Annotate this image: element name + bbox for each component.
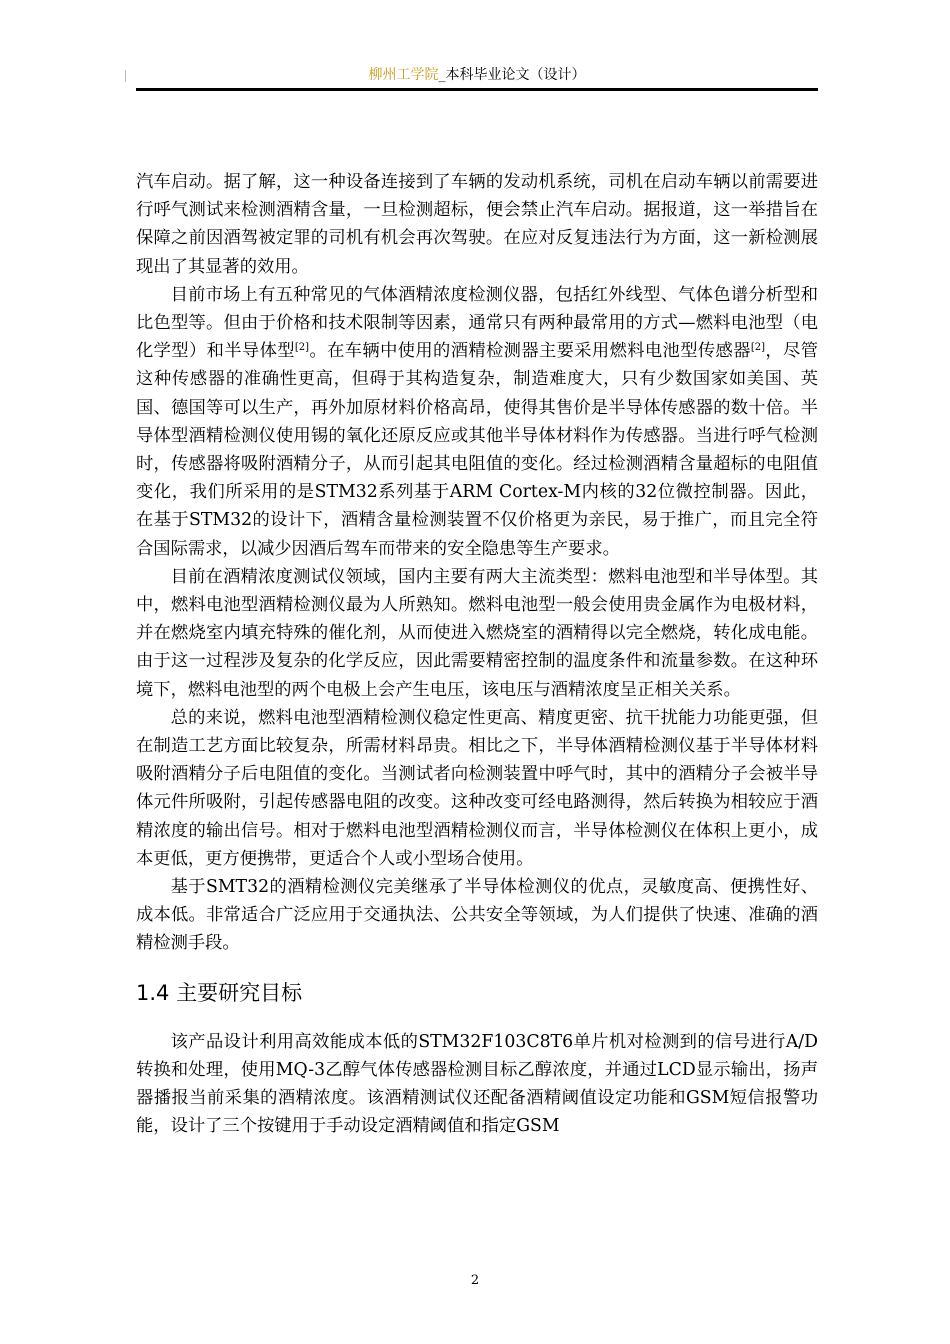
paragraph-market-part-1: 目前市场上有五种常见的气体酒精浓度检测仪器，包括红外线型、气体色谱分析型和比色型等。但由于价格和技术限制等因素，通常只有两种最常用的方式—燃料电池型（电化学型）和半导体型 [136, 284, 818, 362]
page-header [136, 64, 818, 86]
header-school: 柳州工学院 [368, 67, 439, 83]
paragraph-summary: 总的来说，燃料电池型酒精检测仪稳定性更高、精度更密、抗干扰能力功能更强，但在制造工艺方面比较复杂，所需材料昂贵。相比之下，半导体酒精检测仪基于半导体材料吸附酒精分子后电阻值的变化。当测试者向检测装置中呼气时，其中的酒精分子会被半导体元件所吸附，引起传感器电阻的改变。这种改变可经电路测得，然后转换为相较应于酒精浓度的输出信号。相对于燃料电池型酒精检测仪而言，半导体检测仪在体积上更小，成本更低，更方便携带，更适合个人或小型场合使用。 [136, 707, 818, 869]
paragraph-continued: 汽车启动。据了解，这一种设备连接到了车辆的发动机系统，司机在启动车辆以前需要进行呼气测试来检测酒精含量，一旦检测超标，便会禁止汽车启动。据报道，这一举措旨在保障之前因酒驾被定罪的司机有机会再次驾驶。在应对反复违法行为方面，这一新检测展现出了其显著的效用。 [136, 172, 818, 277]
page-number: 2 [470, 1273, 480, 1288]
paragraph-goal: 该产品设计利用高效能成本低的STM32F103C8T6单片机对检测到的信号进行A/D转换和处理，使用MQ-3乙醇气体传感器检测目标乙醇浓度，并通过LCD显示输出，扬声器播报当前采集的酒精浓度。该酒精测试仪还配备酒精阈值设定功能和GSM短信报警功能，设计了三个按键用于手动设定酒精阈值和指定GSM [136, 1031, 818, 1137]
header-rule [136, 88, 818, 91]
citation-ref: [2] [750, 342, 766, 354]
paragraph-market-part-3: ，尽管这种传感器的准确性更高，但碍于其构造复杂，制造难度大，只有少数国家如美国、英国、德国等可以生产，再外加原材料价格高昂，使得其售价是半导体传感器的数十倍。半导体型酒精检测仪使用锡的氧化还原反应或其他半导体材料作为传感器。当进行呼气检测时，传感器将吸附酒精分子，从而引起其电阻值的变化。经过检测酒精含量超标的电阻值变化，我们所采用的是STM32系列基于ARM Cortex-M内核的32位微控制器。因此，在基于STM32的设计下，酒精含量检测装置不仅价格更为亲民，易于推广，而且完全符合国际需求，以减少因酒后驾车而带来的安全隐患等生产要求。 [136, 341, 818, 559]
section-heading: 1.4 主要研究目标 [136, 980, 303, 1005]
paragraph-market-part-2: 。在车辆中使用的酒精检测器主要采用燃料电池型传感器 [309, 341, 751, 362]
paragraph-market [136, 281, 818, 563]
body-text [136, 168, 818, 1141]
crop-mark [125, 70, 126, 82]
header-title: _本科毕业论文（设计） [438, 67, 586, 83]
paragraph-smt32: 基于SMT32的酒精检测仪完美继承了半导体检测仪的优点，灵敏度高、便携性好、成本低。非常适合广泛应用于交通执法、公共安全等领域，为人们提供了快速、准确的酒精检测手段。 [136, 877, 818, 954]
paragraph-domestic: 目前在酒精浓度测试仪领域，国内主要有两大主流类型：燃料电池型和半导体型。其中，燃料电池型酒精检测仪最为人所熟知。燃料电池型一般会使用贵金属作为电极材料，并在燃烧室内填充特殊的催化剂，从而使进入燃烧室的酒精得以完全燃烧，转化成电能。由于这一过程涉及复杂的化学反应，因此需要精密控制的温度条件和流量参数。在这种环境下，燃料电池型的两个电极上会产生电压，该电压与酒精浓度呈正相关关系。 [136, 566, 818, 700]
citation-ref: [2] [294, 342, 310, 354]
